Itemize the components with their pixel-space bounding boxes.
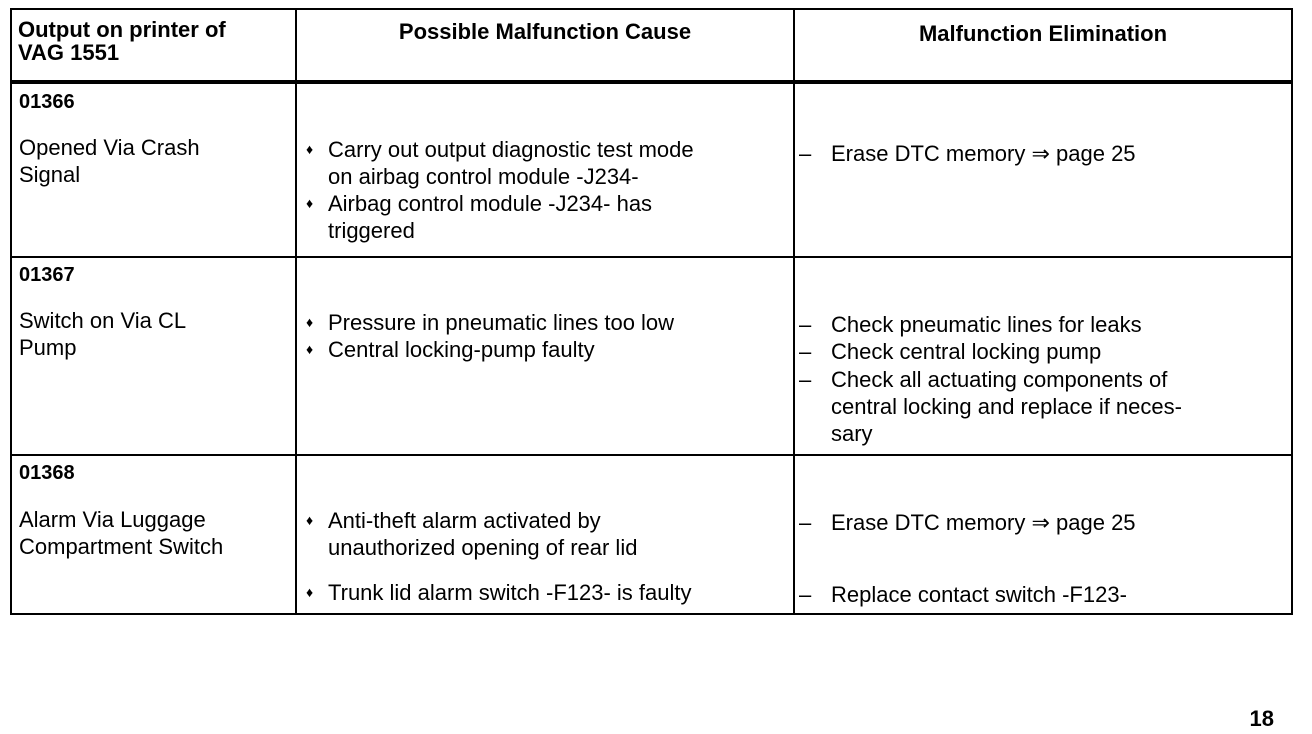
fault-description (19, 506, 223, 560)
row-divider (12, 256, 1291, 258)
fault-description (19, 134, 200, 188)
cause-line: triggered (328, 218, 415, 243)
cause-line: Airbag control module -J234- has (328, 191, 653, 216)
bullet-icon: ♦ (306, 584, 314, 600)
cause-line: Carry out output diagnostic test mode (328, 137, 694, 162)
dash-icon: – (799, 510, 812, 535)
remedy-item (799, 366, 1182, 447)
bullet-icon: ♦ (306, 341, 314, 357)
dash-icon: – (799, 312, 812, 337)
cause-line: Anti-theft alarm activated by (328, 508, 601, 533)
remedy-line: sary (831, 421, 873, 446)
remedy-line: Check pneumatic lines for leaks (831, 312, 1142, 337)
remedy-line: Erase DTC memory ⇒ page 25 (831, 510, 1136, 535)
remedy-item (799, 338, 1101, 365)
remedy-line: Erase DTC memory ⇒ page 25 (831, 141, 1136, 166)
header-cause: Possible Malfunction Cause (398, 19, 692, 44)
fault-description-line: Switch on Via CL (19, 308, 187, 333)
fault-description (19, 307, 186, 361)
bullet-icon: ♦ (306, 314, 314, 330)
row-divider (12, 454, 1291, 456)
fault-description-line: Compartment Switch (19, 534, 224, 559)
cause-line: Central locking-pump faulty (328, 337, 595, 362)
cause-line: Trunk lid alarm switch -F123- is faulty (328, 580, 692, 605)
remedy-line: Replace contact switch -F123- (831, 582, 1127, 607)
remedy-item (799, 311, 1142, 338)
header-divider (12, 80, 1291, 84)
cause-item (306, 579, 692, 606)
remedy-item (799, 140, 1136, 167)
bullet-icon: ♦ (306, 512, 314, 528)
fault-code: 01368 (19, 462, 75, 484)
bullet-icon: ♦ (306, 195, 314, 211)
cause-item (306, 507, 637, 561)
cause-line: Pressure in pneumatic lines too low (328, 310, 675, 335)
cause-item (306, 190, 652, 244)
remedy-line: Check central locking pump (831, 339, 1102, 364)
page-number: 18 (1249, 706, 1274, 731)
header-output-line: Output on printer of (18, 17, 226, 42)
cause-item (306, 336, 595, 363)
dash-icon: – (799, 367, 812, 392)
remedy-line: Check all actuating components of (831, 367, 1168, 392)
remedy-item (799, 509, 1136, 536)
fault-description-line: Opened Via Crash (19, 135, 200, 160)
column-divider (793, 10, 795, 613)
dash-icon: – (799, 582, 812, 607)
fault-code: 01367 (19, 264, 75, 286)
malfunction-table (10, 8, 1293, 615)
header-output-line: VAG 1551 (18, 40, 120, 65)
header-output (18, 18, 226, 64)
cause-item (306, 136, 694, 190)
fault-description-line: Signal (19, 162, 81, 187)
column-divider (295, 10, 297, 613)
fault-description-line: Pump (19, 335, 77, 360)
fault-code: 01366 (19, 91, 75, 113)
header-elimination: Malfunction Elimination (918, 21, 1168, 46)
remedy-line: central locking and replace if neces- (831, 394, 1182, 419)
remedy-item (799, 581, 1127, 608)
cause-item (306, 309, 674, 336)
cause-line: on airbag control module -J234- (328, 164, 639, 189)
dash-icon: – (799, 141, 812, 166)
bullet-icon: ♦ (306, 141, 314, 157)
fault-description-line: Alarm Via Luggage (19, 507, 206, 532)
dash-icon: – (799, 339, 812, 364)
cause-line: unauthorized opening of rear lid (328, 535, 638, 560)
